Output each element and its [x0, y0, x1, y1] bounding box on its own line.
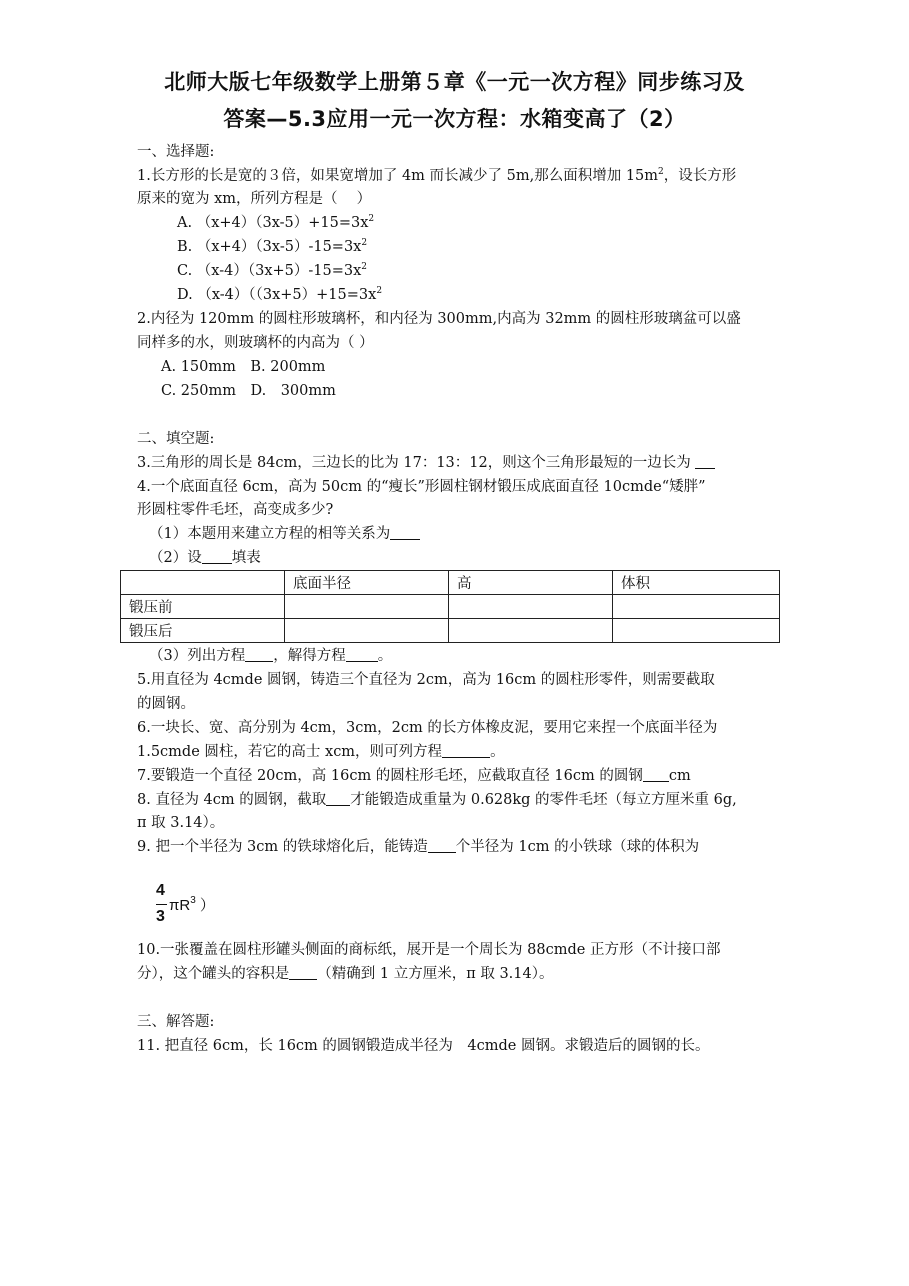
table-header-row: [121, 571, 780, 595]
answer-blank: [346, 647, 378, 662]
q1-option-b: [177, 237, 367, 257]
q1-option-a-sup: 2: [368, 214, 375, 224]
q9-text-b: 个半径为 1cm 的小铁球（球的体积为: [455, 839, 700, 855]
fraction-denominator: 3: [156, 908, 165, 925]
section-heading-fill: 二、填空题:: [137, 431, 215, 447]
answer-blank: [245, 647, 273, 662]
q4-sub2: [149, 548, 261, 568]
q2-options-1: A. 150mm B. 200mm: [161, 359, 326, 375]
q4-sub3-text-a: （3）列出方程: [149, 648, 246, 664]
answer-blank: [695, 454, 715, 469]
formula-text: πR: [169, 897, 191, 914]
q2-options-2: C. 250mm D. 300mm: [161, 383, 336, 399]
question-2: 2.内径为 120mm 的圆柱形玻璃杯，和内径为 300mm,内高为 32mm 的圆柱形玻璃盆可以盛: [137, 311, 741, 327]
table-cell: [285, 619, 449, 643]
q6-line2-text-b: 。: [490, 744, 505, 760]
q1-text-a: 1.长方形的长是宽的３倍，如果宽增加了 4m 而长减少了 5m,那么面积增加 15m: [137, 168, 659, 184]
fill-table: [120, 570, 780, 643]
doc-title-line1: 北师大版七年级数学上册第５章《一元一次方程》同步练习及: [164, 70, 745, 94]
answer-blank: [428, 838, 456, 853]
q4-sub2-text-a: （2）设: [149, 550, 202, 566]
q4-sub3-text-c: 。: [377, 648, 393, 664]
q4-sub2-text-b: 填表: [231, 550, 261, 566]
formula-close: ）: [195, 897, 215, 914]
question-7: [137, 766, 691, 786]
answer-blank: [202, 549, 232, 564]
q1-option-d-text: D. （x-4）（（3x+5）+15=3x: [177, 287, 377, 303]
q1-sup: 2: [658, 167, 664, 177]
table-cell: [449, 619, 613, 643]
table-row: [121, 619, 780, 643]
q3-text: 3.三角形的周长是 84cm，三边长的比为 17：13：12，则这个三角形最短的一边长为: [137, 455, 691, 471]
q1-option-a: [177, 213, 374, 233]
q1-option-c: [177, 261, 367, 281]
table-cell: [613, 619, 780, 643]
table-header-cell: 底面半径: [285, 571, 449, 595]
q8-line2: π 取 3.14）。: [137, 815, 225, 831]
answer-blank: [390, 525, 420, 540]
table-cell: [285, 595, 449, 619]
question-10: 10.一张覆盖在圆柱形罐头侧面的商标纸，展开是一个周长为 88cmde 正方形（不计接口部: [137, 942, 721, 958]
table-cell: [613, 595, 780, 619]
table-header-cell: 体积: [613, 571, 780, 595]
q1-option-b-text: B. （x+4）（3x-5）-15=3x: [177, 239, 362, 255]
q4-sub3-text-b: ，解得方程: [273, 648, 346, 664]
q2-line2: 同样多的水，则玻璃杯的内高为（ ）: [137, 335, 374, 351]
question-4: 4.一个底面直径 6cm，高为 50cm 的“瘦长”形圆柱钢材锻压成底面直径 10cmde“矮胖”: [137, 479, 706, 495]
question-11: 11. 把直径 6cm，长 16cm 的圆钢锻造成半径为 4cmde 圆钢。求锻造后的圆钢的长。: [137, 1038, 710, 1054]
question-6: 6.一块长、宽、高分别为 4cm，3cm，2cm 的长方体橡皮泥，要用它来捏一个底面半径为: [137, 720, 718, 736]
formula-exponent: 3: [190, 895, 196, 906]
table-header-cell: [121, 571, 285, 595]
q9-text-a: 9. 把一个半径为 3cm 的铁球熔化后，能铸造: [137, 839, 428, 855]
question-8: [137, 790, 737, 810]
question-9: [137, 837, 699, 857]
answer-blank: [289, 965, 317, 980]
section-heading-solve: 三、解答题:: [137, 1014, 215, 1030]
table-cell: 锻压前: [121, 595, 285, 619]
answer-blank: [326, 791, 350, 806]
table-cell: 锻压后: [121, 619, 285, 643]
q8-text-b: 才能锻造成重量为 0.628kg 的零件毛坯（每立方厘米重 6g,: [350, 792, 737, 808]
q10-text-a: 分），这个罐头的容积是: [137, 966, 290, 982]
formula-rest: [169, 894, 215, 915]
q4-sub1-text: （1）本题用来建立方程的相等关系为: [149, 526, 391, 542]
q4-line2: 形圆柱零件毛坯，高变成多少?: [137, 502, 334, 518]
question-5: 5.用直径为 4cmde 圆钢，铸造三个直径为 2cm，高为 16cm 的圆柱形零件，则需要截取: [137, 672, 715, 688]
table-cell: [449, 595, 613, 619]
q4-sub1: [149, 524, 420, 544]
q6-line2: [137, 742, 505, 762]
answer-blank: [442, 743, 490, 758]
table-header-cell: 高: [449, 571, 613, 595]
q1-text-b: ，设长方形: [663, 168, 737, 184]
q10-line2: [137, 964, 553, 984]
q6-line2-text-a: 1.5cmde 圆柱，若它的高士 xcm，则可列方程: [137, 744, 443, 760]
question-1: [137, 166, 736, 186]
q7-text-b: cm: [668, 768, 691, 784]
q7-text-a: 7.要锻造一个直径 20cm，高 16cm 的圆柱形毛坯，应截取直径 16cm 的圆钢: [137, 768, 643, 784]
q1-option-c-text: C. （x-4）（3x+5）-15=3x: [177, 263, 362, 279]
q1-option-b-sup: 2: [361, 238, 368, 248]
q1-line2: 原来的宽为 xm，所列方程是（ ）: [137, 191, 372, 207]
fraction-numerator: 4: [156, 882, 165, 899]
fraction-bar: [156, 904, 167, 905]
q4-sub3: [149, 646, 392, 666]
q1-option-d: [177, 285, 382, 305]
q1-option-a-text: A. （x+4）（3x-5）+15=3x: [177, 215, 369, 231]
question-3: [137, 453, 715, 473]
section-heading-choice: 一、选择题:: [137, 144, 215, 160]
q1-option-d-sup: 2: [376, 286, 383, 296]
q5-line2: 的圆钢。: [137, 696, 195, 712]
q10-text-b: （精确到 1 立方厘米，π 取 3.14）。: [317, 966, 554, 982]
answer-blank: [643, 767, 669, 782]
q1-option-c-sup: 2: [361, 262, 368, 272]
doc-title-line2: 答案—5.3应用一元一次方程：水箱变高了（2）: [223, 107, 686, 131]
table-row: [121, 595, 780, 619]
q8-text-a: 8. 直径为 4cm 的圆钢，截取: [137, 792, 327, 808]
